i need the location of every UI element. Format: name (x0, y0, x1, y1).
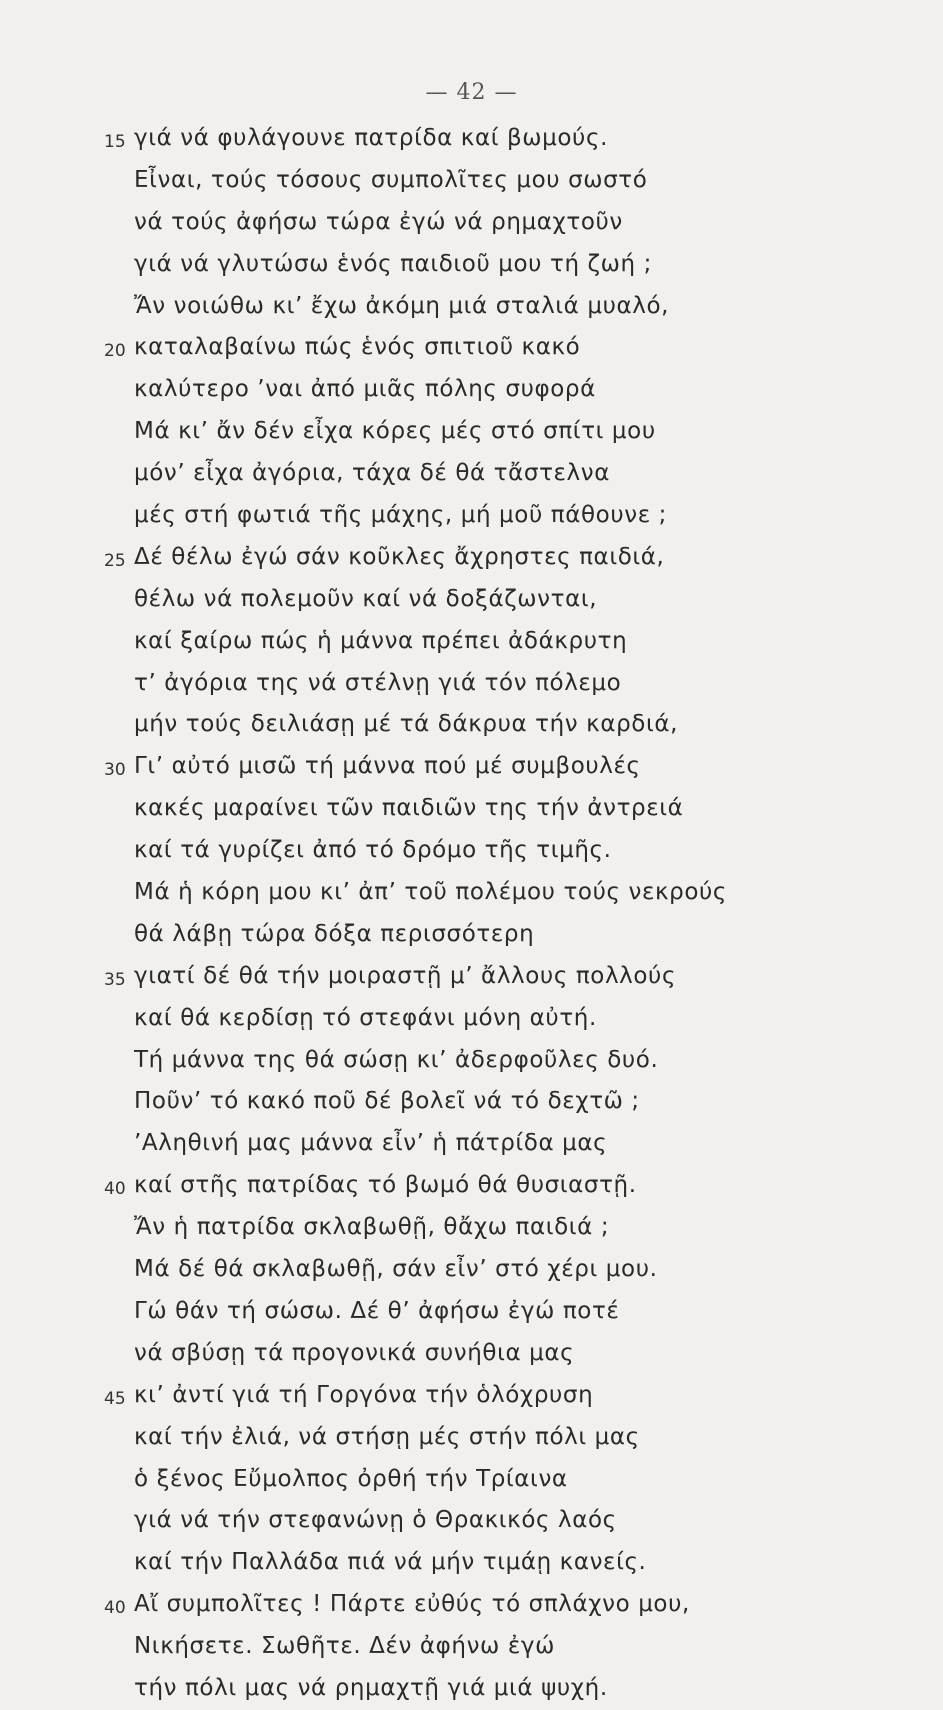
verse-line (0, 1375, 943, 1417)
line-number: 35 (104, 969, 126, 990)
verse-line (0, 1207, 943, 1249)
verse-text: Μά κι’ ἄν δέν εἶχα κόρες μές στό σπίτι μου (134, 418, 656, 445)
verse-text: μόν’ εἶχα ἀγόρια, τάχα δέ θά τἄστελνα (134, 460, 610, 487)
line-number: 25 (104, 550, 126, 571)
verse-text: Ἄν ἡ πατρίδα σκλαβωθῇ, θἄχω παιδιά ; (134, 1214, 610, 1241)
verse-text: Γι’ αὐτό μισῶ τή μάννα πού μέ συμβουλές (134, 753, 641, 780)
verse-line (0, 1123, 943, 1165)
verse-line (0, 1333, 943, 1375)
verse-text: γιά νά γλυτώσω ἑνός παιδιοῦ μου τή ζωή ; (134, 250, 652, 277)
verse-line (0, 998, 943, 1040)
verse-line (0, 1500, 943, 1542)
verse-text: θά λάβῃ τώρα δόξα περισσότερη (134, 920, 535, 947)
verse-text: Ποῦν’ τό κακό ποῦ δέ βολεῖ νά τό δεχτῶ ; (134, 1088, 640, 1115)
verse-text: καλύτερο ’ναι ἀπό μιᾶς πόλης συφορά (134, 376, 596, 403)
verse-text: γιά νά τήν στεφανώνῃ ὁ Θρακικός λαός (134, 1507, 617, 1534)
verse-text: καί τήν ἐλιά, νά στήσῃ μές στήν πόλι μας (134, 1423, 640, 1450)
verse-line (0, 453, 943, 495)
verse-line (0, 411, 943, 453)
verse-text: γιά νά φυλάγουνε πατρίδα καί βωμούς. (134, 125, 608, 151)
verse-text: Δέ θέλω ἐγώ σάν κοῦκλες ἄχρηστες παιδιά, (134, 543, 665, 570)
verse-text: Μά δέ θά σκλαβωθῇ, σάν εἶν’ στό χέρι μου. (134, 1256, 658, 1283)
verse-text: καί στῆς πατρίδας τό βωμό θά θυσιαστῇ. (134, 1172, 637, 1199)
verse-text: καταλαβαίνω πώς ἑνός σπιτιοῦ κακό (134, 334, 581, 361)
verse-text: Μά ἡ κόρη μου κι’ ἀπ’ τοῦ πολέμου τούς νεκρούς (134, 879, 728, 906)
verse-line (0, 202, 943, 244)
verse-text: νά σβύσῃ τά προγονικά συνήθια μας (134, 1339, 575, 1366)
verse-line (0, 788, 943, 830)
verse-line (0, 1291, 943, 1333)
poem-text (0, 118, 943, 1710)
verse-text: γιατί δέ θά τήν μοιραστῇ μ’ ἄλλους πολλούς (134, 962, 677, 989)
line-number: 40 (104, 1598, 126, 1619)
verse-line (0, 956, 943, 998)
verse-text: καί τήν Παλλάδα πιά νά μήν τιμάῃ κανείς. (134, 1549, 647, 1576)
verse-text: Εἶναι, τούς τόσους συμπολῖτες μου σωστό (134, 166, 648, 193)
line-number: 30 (104, 760, 126, 781)
verse-line (0, 621, 943, 663)
verse-line (0, 1040, 943, 1082)
verse-line (0, 1417, 943, 1459)
verse-text: Νικήσετε. Σωθῆτε. Δέν ἀφήνω ἐγώ (134, 1633, 555, 1660)
verse-line (0, 327, 943, 369)
verse-text: Αἴ συμπολῖτες ! Πάρτε εὐθύς τό σπλάχνο μου, (134, 1591, 690, 1618)
verse-text: ὁ ξένος Εὔμολπος ὀρθή τήν Τρίαινα (134, 1465, 568, 1492)
line-number: 45 (104, 1388, 126, 1409)
verse-line (0, 369, 943, 411)
verse-line (0, 746, 943, 788)
line-number: 15 (104, 132, 126, 152)
verse-line (0, 118, 943, 160)
verse-text: καί θά κερδίσῃ τό στεφάνι μόνη αὐτή. (134, 1004, 597, 1031)
verse-line (0, 663, 943, 705)
verse-text: τ’ ἀγόρια της νά στέλνῃ γιά τόν πόλεμο (134, 669, 622, 696)
verse-text: καί ξαίρω πώς ἡ μάννα πρέπει ἀδάκρυτη (134, 627, 628, 654)
verse-line (0, 830, 943, 872)
verse-line (0, 1542, 943, 1584)
verse-text: μές στή φωτιά τῆς μάχης, μή μοῦ πάθουνε ; (134, 502, 667, 529)
verse-line (0, 537, 943, 579)
verse-line (0, 286, 943, 328)
verse-line (0, 244, 943, 286)
verse-line (0, 1081, 943, 1123)
line-number: 40 (104, 1179, 126, 1200)
verse-text: καί τά γυρίζει ἀπό τό δρόμο τῆς τιμῆς. (134, 837, 612, 864)
verse-text: Ἄν νοιώθω κι’ ἔχω ἀκόμη μιά σταλιά μυαλό, (134, 292, 670, 319)
verse-line (0, 1668, 943, 1710)
verse-text: Τή μάννα της θά σώσῃ κι’ ἀδερφοῦλες δυό. (134, 1046, 659, 1073)
verse-text: θέλω νά πολεμοῦν καί νά δοξάζωνται, (134, 585, 598, 612)
verse-text: ’Αληθινή μας μάννα εἶν’ ἡ πάτρίδα μας (134, 1130, 608, 1157)
verse-line (0, 495, 943, 537)
verse-text: τήν πόλι μας νά ρημαχτῇ γιά μιά ψυχή. (134, 1674, 608, 1701)
verse-text: νά τούς ἀφήσω τώρα ἐγώ νά ρημαχτοῦν (134, 208, 623, 235)
verse-line (0, 160, 943, 202)
verse-line (0, 1626, 943, 1668)
line-number: 20 (104, 341, 126, 362)
verse-text: Γώ θάν τή σώσω. Δέ θ’ ἀφήσω ἐγώ ποτέ (134, 1297, 620, 1324)
verse-text: κι’ ἀντί γιά τή Γοργόνα τήν ὁλόχρυση (134, 1381, 594, 1408)
verse-line (0, 872, 943, 914)
verse-line (0, 579, 943, 621)
verse-text: κακές μαραίνει τῶν παιδιῶν της τήν ἀντρειά (134, 795, 684, 822)
verse-line (0, 1584, 943, 1626)
verse-line (0, 1165, 943, 1207)
verse-line (0, 1459, 943, 1501)
verse-line (0, 1249, 943, 1291)
verse-text: μήν τούς δειλιάσῃ μέ τά δάκρυα τήν καρδιά, (134, 711, 679, 738)
verse-line (0, 704, 943, 746)
page-number: — 42 — (425, 80, 518, 105)
verse-line (0, 914, 943, 956)
